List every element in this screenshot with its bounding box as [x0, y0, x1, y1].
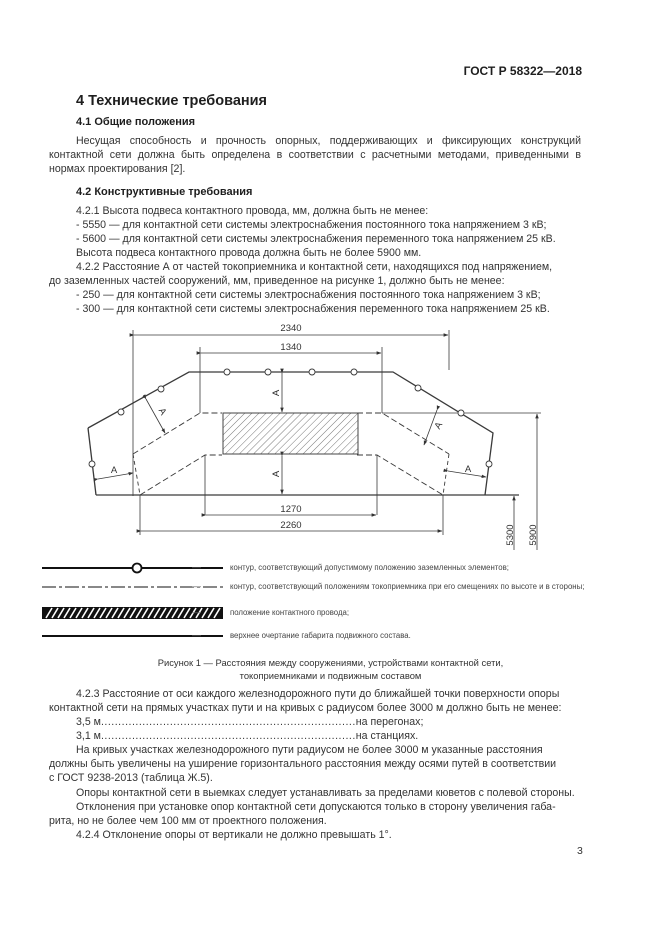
item-423-intro-1: 4.2.3 Расстояние от оси каждого железнодорожного пути до ближайшей точки поверхности опоры	[76, 688, 560, 700]
legend-text-rolling-stock: верхнее очертание габарита подвижного состава.	[230, 631, 411, 640]
item-423-curve-3: с ГОСТ 9238-2013 (таблица Ж.5).	[49, 772, 213, 784]
item-423-row-1	[76, 716, 423, 728]
item-423-deviation-2: рита, но не более чем 100 мм от проектного положения.	[49, 815, 327, 827]
clearance-diagram	[0, 315, 661, 555]
item-421-note: Высота подвеса контактного провода должна быть не более 5900 мм.	[76, 247, 422, 259]
legend-dash-1: —	[192, 562, 201, 572]
item-423-curve-2: должны быть увеличены на уширение горизонтального расстояния между осями путей в соответствии	[49, 758, 557, 770]
paragraph-general	[49, 134, 581, 177]
row-2-leader: ..........................................................................	[100, 730, 356, 742]
dim-2260: 2260	[280, 520, 302, 531]
item-421-intro: 4.2.1 Высота подвеса контактного провода, мм, должна быть не менее:	[76, 205, 429, 217]
subsection-title-general: 4.1 Общие положения	[76, 116, 196, 128]
label-a-left-slope: А	[155, 406, 169, 418]
legend-text-contact-wire: положение контактного провода;	[230, 608, 350, 617]
label-a-top: А	[271, 389, 282, 397]
figure-caption-line1: Рисунок 1 — Расстояния между сооружениями, устройствами контактной сети,	[157, 657, 504, 668]
legend-dash-3: —	[192, 607, 201, 617]
item-423-deviation-1: Отклонения при установке опор контактной сети допускаются только в сторону увеличения габа-	[76, 801, 556, 813]
section-title: 4 Технические требования	[76, 93, 268, 109]
row-1-leader: ..........................................................................	[100, 716, 356, 728]
item-423-cuttings: Опоры контактной сети в выемках следует устанавливать за пределами кюветов с полевой стороны.	[76, 787, 575, 799]
standard-code: ГОСТ Р 58322—2018	[463, 64, 582, 78]
item-423-intro-2: контактной сети на прямых участках пути и на кривых с радиусом более 3000 м должно быть не менее:	[49, 702, 562, 714]
label-a-right-side: А	[464, 464, 472, 475]
dim-2340: 2340	[280, 323, 302, 334]
dim-5900: 5900	[528, 524, 539, 546]
item-421-ac: - 5600 — для контактной сети системы электроснабжения переменного тока напряжением 25 кВ.	[76, 233, 556, 245]
item-423-curve-1: На кривых участках железнодорожного пути радиусом не более 3000 м указанные расстояния	[76, 744, 543, 756]
label-a-left-side: А	[110, 465, 118, 476]
page-number: 3	[577, 845, 583, 857]
figure-caption-line2: токоприемниками и подвижным составом	[239, 670, 422, 681]
legend-text-grounded: контур, соответствующий допустимому положению заземленных элементов;	[230, 563, 509, 572]
dim-1270: 1270	[280, 504, 302, 515]
item-423-row-2	[76, 730, 418, 742]
legend-symbols	[40, 560, 230, 645]
item-422-intro-1: 4.2.2 Расстояние А от частей токоприемника и контактной сети, находящихся под напряжением,	[76, 261, 553, 273]
row-1-value: 3,5 м	[76, 716, 101, 728]
legend-dash-4: —	[192, 630, 201, 640]
contact-wire-zone	[223, 413, 358, 454]
subsection-title-constructive: 4.2 Конструктивные требования	[76, 186, 253, 198]
label-a-bottom: А	[271, 470, 282, 478]
item-424: 4.2.4 Отклонение опоры от вертикали не должно превышать 1°.	[76, 829, 392, 841]
item-422-ac: - 300 — для контактной сети системы электроснабжения переменного тока напряжением 25 кВ.	[76, 303, 550, 315]
row-2-value: 3,1 м	[76, 730, 101, 742]
row-2-place: на станциях.	[355, 730, 419, 742]
legend-circle-icon	[133, 564, 142, 573]
dim-5300: 5300	[505, 524, 516, 546]
row-1-place: на перегонах;	[355, 716, 424, 728]
item-421-dc: - 5550 — для контактной сети системы электроснабжения постоянного тока напряжением 3 кВ;	[76, 219, 547, 231]
legend-dash-2: —	[192, 581, 201, 591]
item-422-intro-2: до заземленных частей сооружений, мм, приведенное на рисунке 1, должно быть не менее:	[49, 275, 505, 287]
label-a-right-slope: А	[432, 420, 446, 432]
item-422-dc: - 250 — для контактной сети системы электроснабжения постоянного тока напряжением 3 кВ;	[76, 289, 541, 301]
paragraph-general-text: Несущая способность и прочность опорных, поддерживающих и фиксирующих конструкций контактной сети должна быть определена в соответствии с расчетными методами, приведенными в нормах проектирования [2].	[49, 135, 581, 176]
dim-1340: 1340	[280, 342, 302, 353]
legend-text-pantograph: контур, соответствующий положениям токоприемника при его смещениях по высоте и в стороны;	[230, 582, 585, 591]
